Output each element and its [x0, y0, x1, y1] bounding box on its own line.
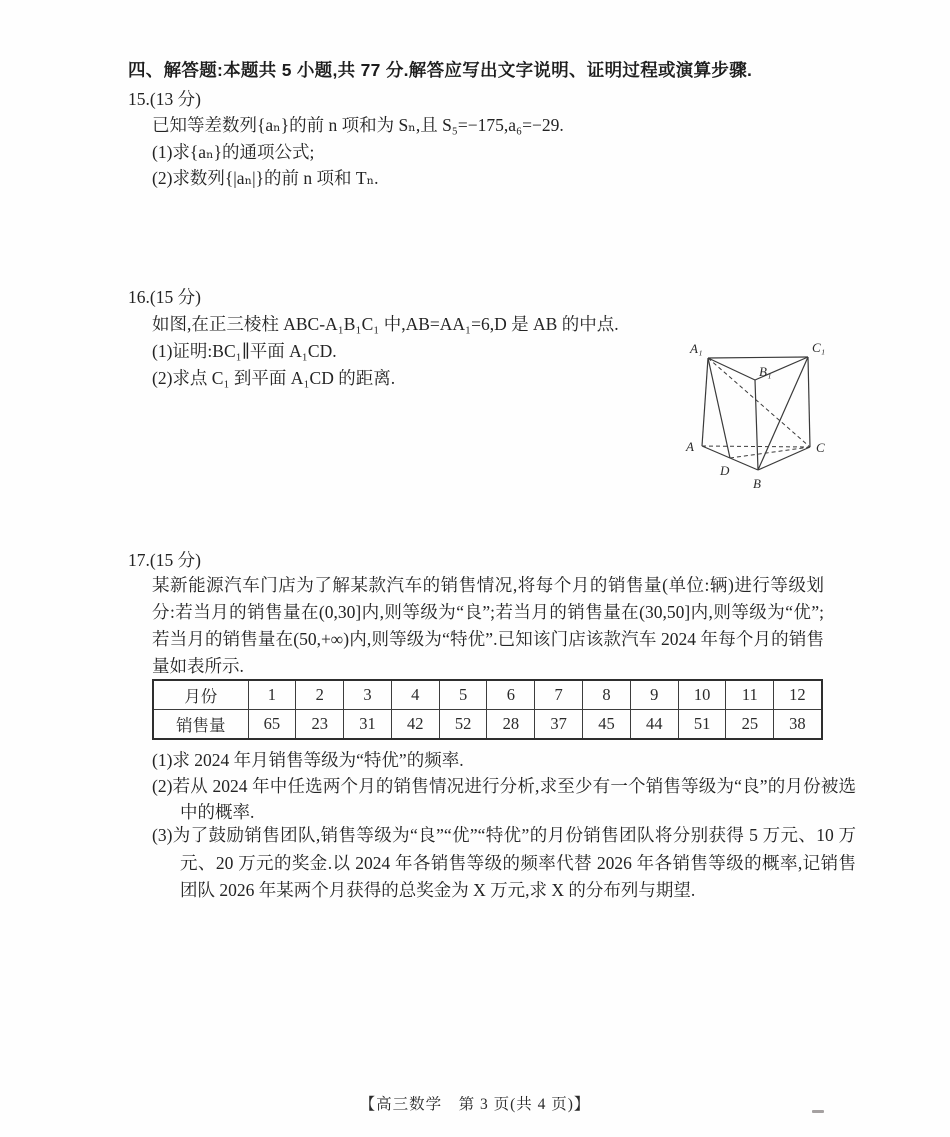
table-cell: 52 [439, 710, 487, 740]
table-cell: 42 [391, 710, 439, 740]
vertex-label-A1: A₁ [690, 341, 703, 356]
table-cell: 6 [487, 680, 535, 710]
table-cell: 45 [583, 710, 631, 740]
vertex-label-B1: B₁ [759, 364, 772, 379]
table-cell: 销售量 [153, 710, 248, 740]
vertex-label-C: C [816, 440, 825, 455]
q16-intro: 如图,在正三棱柱 ABC-A₁B₁C₁ 中,AB=AA₁=6,D 是 AB 的中点. [152, 314, 619, 334]
vertex-label-D: D [720, 463, 730, 478]
q15-intro: 已知等差数列{aₙ}的前 n 项和为 Sₙ,且 S₅=−175,a₆=−29. [152, 115, 564, 135]
q16-part2: (2)求点 C₁ 到平面 A₁CD 的距离. [152, 368, 396, 388]
scan-artifact [812, 1110, 824, 1113]
sales-table [152, 679, 823, 740]
q16-number: 16.(15 分) [128, 287, 201, 307]
q17-part1: (1)求 2024 年月销售等级为“特优”的频率. [152, 750, 464, 770]
section-heading: 四、解答题:本题共 5 小题,共 77 分.解答应写出文字说明、证明过程或演算步骤. [128, 60, 753, 80]
table-cell: 月份 [153, 680, 248, 710]
table-cell: 1 [248, 680, 296, 710]
table-cell: 12 [774, 680, 822, 710]
page-footer: 【高三数学 第 3 页(共 4 页)】 [359, 1096, 591, 1113]
table-cell: 23 [296, 710, 344, 740]
vertex-label-A: A [686, 439, 694, 454]
table-cell: 51 [678, 710, 726, 740]
table-row-sales [153, 710, 822, 740]
table-cell: 10 [678, 680, 726, 710]
table-cell: 4 [391, 680, 439, 710]
table-cell: 44 [630, 710, 678, 740]
table-cell: 11 [726, 680, 774, 710]
table-cell: 9 [630, 680, 678, 710]
prism-svg [680, 333, 832, 491]
table-cell: 8 [583, 680, 631, 710]
sales-table-wrap [152, 679, 823, 740]
prism-solid-edges [702, 357, 810, 470]
q15-part1: (1)求{aₙ}的通项公式; [152, 142, 315, 162]
table-cell: 3 [344, 680, 392, 710]
vertex-label-C1: C₁ [812, 340, 826, 355]
q15-part2: (2)求数列{|aₙ|}的前 n 项和 Tₙ. [152, 168, 379, 188]
table-cell: 2 [296, 680, 344, 710]
q17-intro: 某新能源汽车门店为了解某款汽车的销售情况,将每个月的销售量(单位:辆)进行等级划分:若当月的销售量在(0,30]内,则等级为“良”;若当月的销售量在(30,50]内,则等级为“优”;若当月的销售量在(50,+∞)内,则等级为“特优”.已知该门店该款汽车 2024 年每个月的销售量如表所示. [152, 575, 824, 676]
q17-number: 17.(15 分) [128, 550, 201, 570]
table-cell: 37 [535, 710, 583, 740]
table-cell: 7 [535, 680, 583, 710]
table-row-months [153, 680, 822, 710]
table-cell: 31 [344, 710, 392, 740]
table-cell: 5 [439, 680, 487, 710]
vertex-label-B: B [753, 476, 761, 491]
q17-part3: (3)为了鼓励销售团队,销售等级为“良”“优”“特优”的月份销售团队将分别获得 5 万元、10 万元、20 万元的奖金.以 2024 年各销售等级的频率代替 2026 年各销售等级的概率,记销售团队 2026 年某两个月获得的总奖金为 X 万元,求 X 的分布列与期望. [152, 825, 856, 900]
q15-number: 15.(13 分) [128, 89, 201, 109]
prism-figure [680, 333, 832, 491]
table-cell: 65 [248, 710, 296, 740]
table-cell: 25 [726, 710, 774, 740]
table-cell: 28 [487, 710, 535, 740]
q17-part2: (2)若从 2024 年中任选两个月的销售情况进行分析,求至少有一个销售等级为“良”的月份被选中的概率. [152, 776, 856, 822]
q16-part1: (1)证明:BC₁∥平面 A₁CD. [152, 341, 337, 361]
table-cell: 38 [774, 710, 822, 740]
